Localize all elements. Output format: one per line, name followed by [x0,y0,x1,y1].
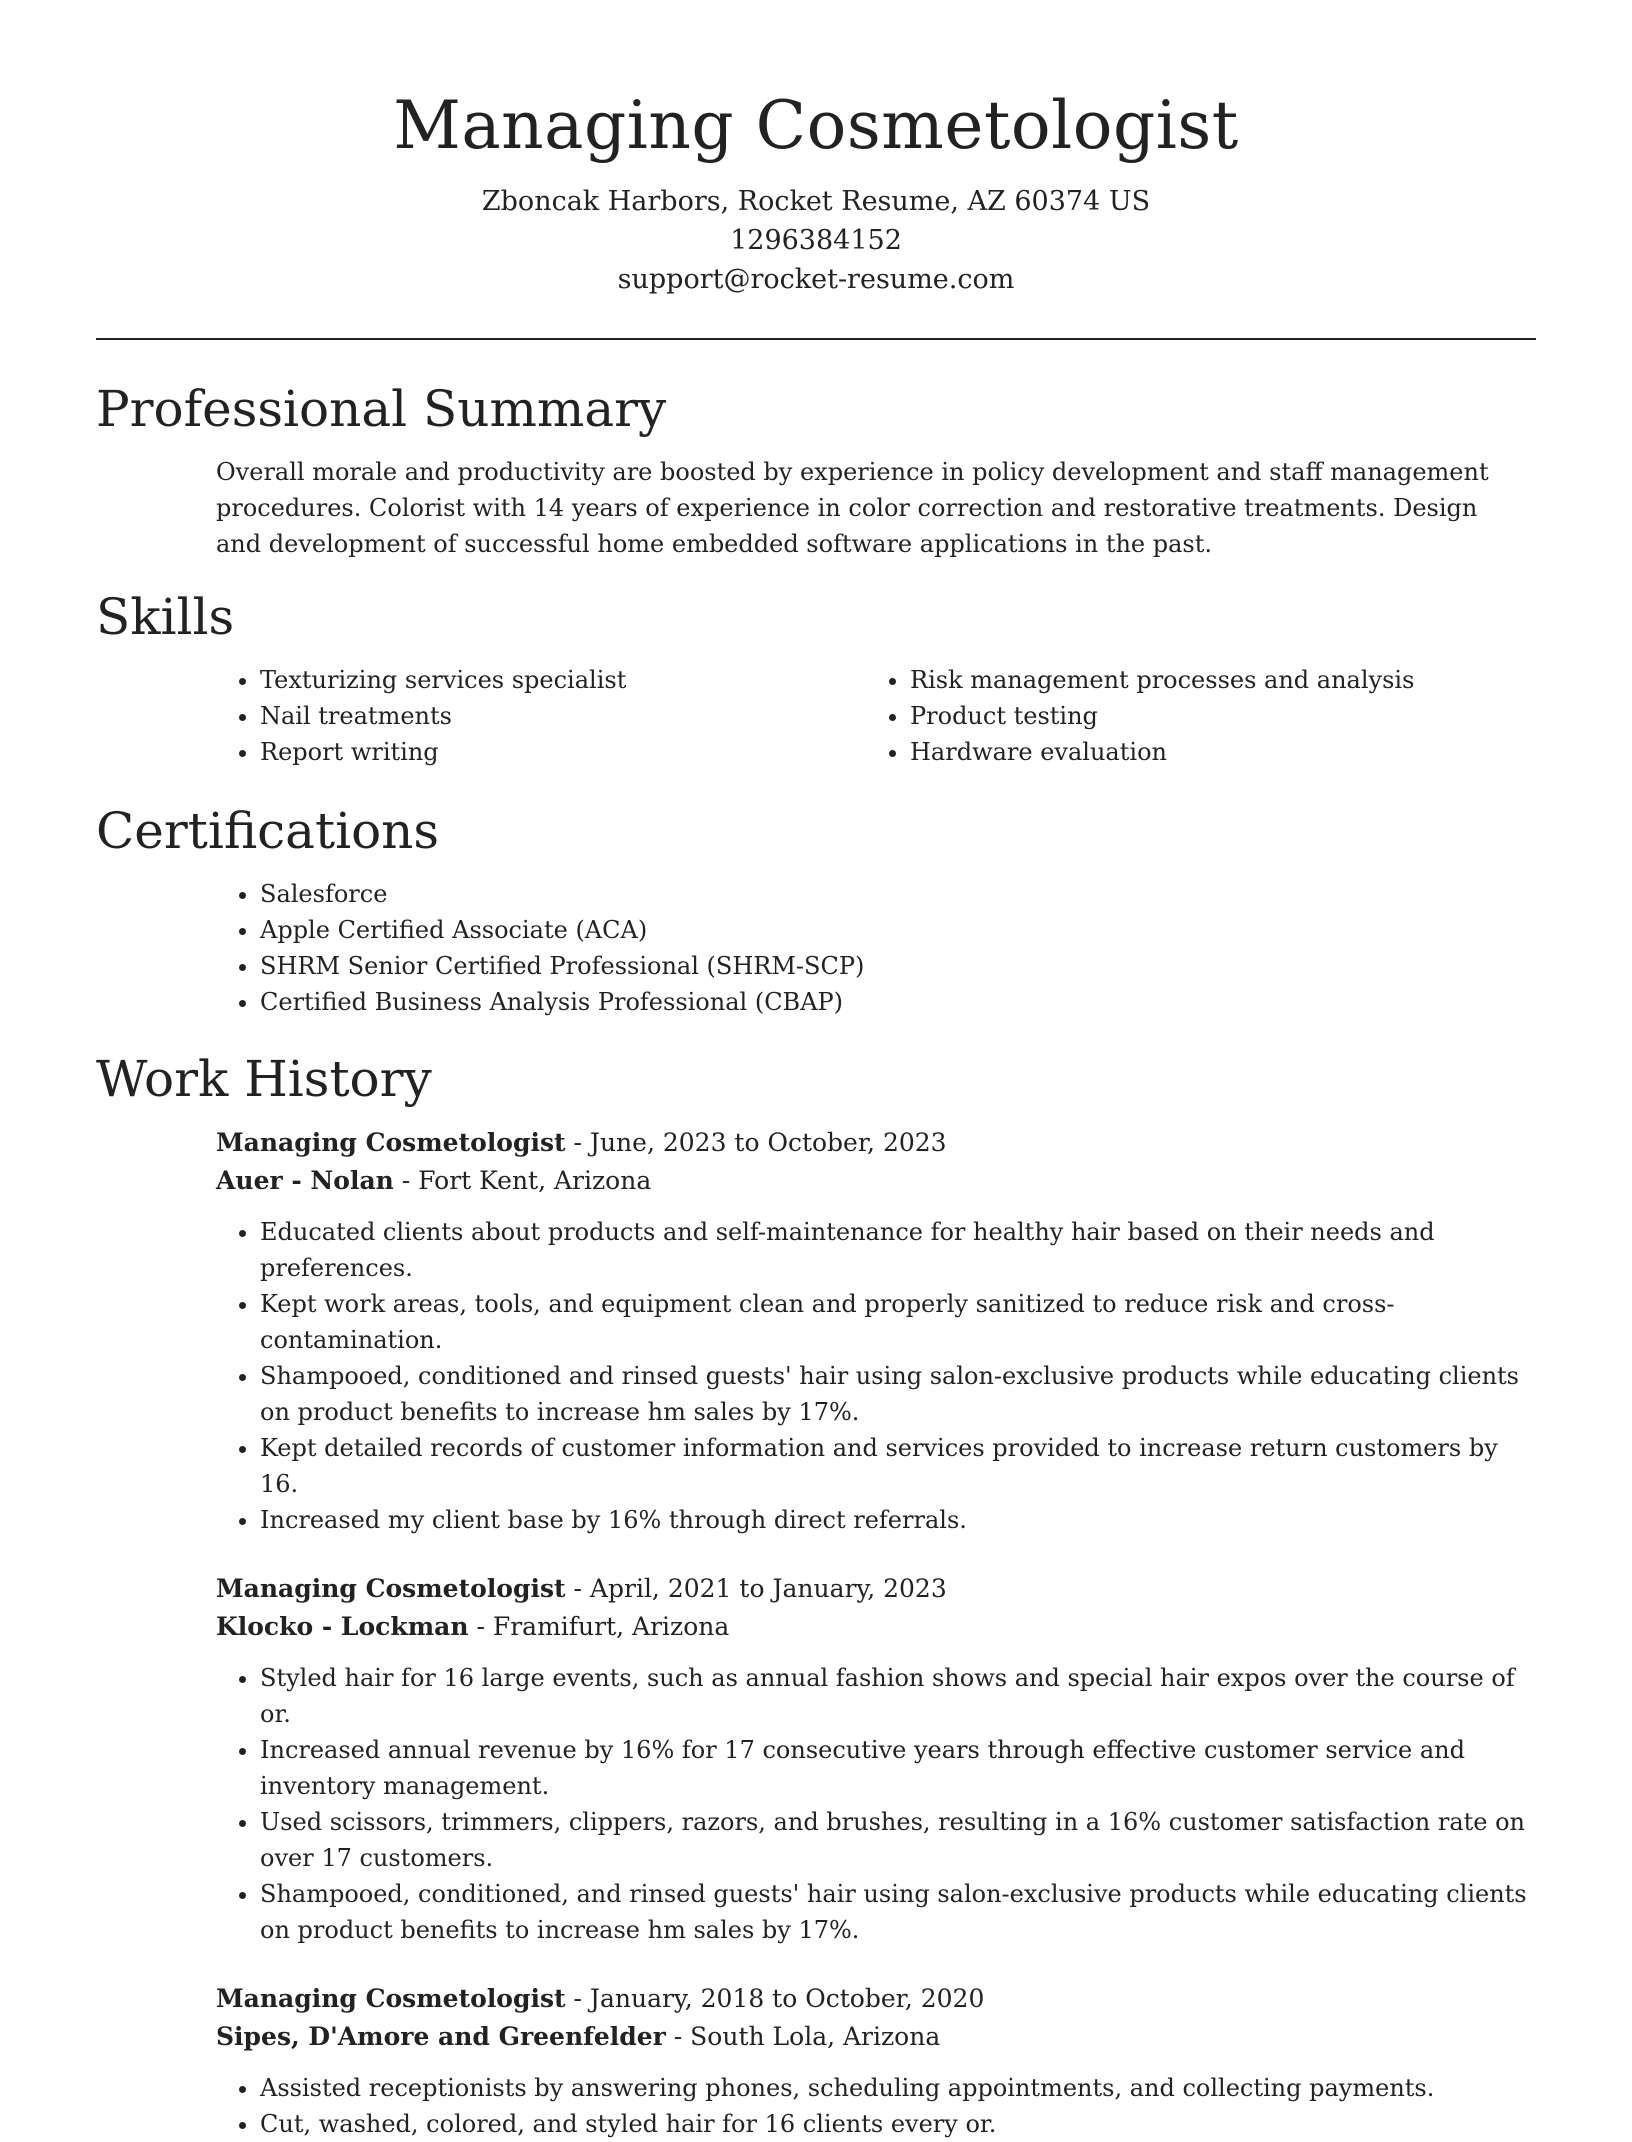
skills-list-left [216,662,866,770]
job-entry [216,1570,1536,1948]
skills-list-right [866,662,1516,770]
certifications-list-wrapper [216,876,1536,1020]
job-bullet: • Kept detailed records of customer information and services provided to increase return customers by 16. [260,1430,1536,1502]
job-bullet: • Assisted receptionists by answering phones, scheduling appointments, and collecting payments. [260,2070,1536,2106]
job-dates: - June, 2023 to October, 2023 [565,1128,947,1157]
job-bullet: • Kept work areas, tools, and equipment clean and properly sanitized to reduce risk and cross-contamination. [260,1286,1536,1358]
job-location: - Fort Kent, Arizona [393,1166,652,1195]
job-title-line [216,1980,1536,2018]
certification-item: • SHRM Senior Certified Professional (SHRM-SCP) [260,948,1536,984]
header-divider [96,338,1536,340]
certification-item: • Certified Business Analysis Professional (CBAP) [260,984,1536,1020]
certification-item: • Apple Certified Associate (ACA) [260,912,1536,948]
job-title-line [216,1570,1536,1608]
job-bullet: • Shampooed, conditioned and rinsed guests' hair using salon-exclusive products while educating clients on product benefits to increase hm sales by 17%. [260,1358,1536,1430]
contact-email: support@rocket-resume.com [617,264,1015,295]
job-company: Klocko - Lockman [216,1612,469,1641]
job-bullets [216,1660,1536,1948]
skill-item: • Report writing [260,734,866,770]
job-bullet: • Used scissors, trimmers, clippers, razors, and brushes, resulting in a 16% customer satisfaction rate on over 17 customers. [260,1804,1536,1876]
candidate-name: Managing Cosmetologist [393,87,1239,164]
job-bullet: • Educated clients about products and self-maintenance for healthy hair based on their needs and preferences. [260,1214,1536,1286]
job-entry [216,1124,1536,1538]
skills-grid [216,662,1536,770]
job-role: Managing Cosmetologist [216,1984,566,2013]
job-title-line [216,1124,1536,1162]
skill-item: • Risk management processes and analysis [910,662,1516,698]
summary-heading: Professional Summary [96,380,667,438]
skill-item: • Nail treatments [260,698,866,734]
job-company: Sipes, D'Amore and Greenfelder [216,2022,666,2051]
job-role: Managing Cosmetologist [216,1574,566,1603]
summary-section [96,378,1536,562]
contact-info [0,182,1632,299]
job-dates: - January, 2018 to October, 2020 [565,1984,985,2013]
job-bullet: • Styled hair for 16 large events, such as annual fashion shows and special hair expos over the course of or. [260,1660,1536,1732]
job-company-line [216,1608,1536,1646]
job-bullet: • Increased my client base by 16% through direct referrals. [260,1502,1536,1538]
skill-item: • Texturizing services specialist [260,662,866,698]
job-company-line [216,1162,1536,1200]
job-bullet: • Cut, washed, colored, and styled hair for 16 clients every or. [260,2106,1536,2142]
skills-column-right [866,662,1516,770]
job-company-line [216,2018,1536,2056]
skill-item: • Hardware evaluation [910,734,1516,770]
summary-text: Overall morale and productivity are boosted by experience in policy development and staff management procedures. Colorist with 14 years of experience in color correction and restorative treatments. Design and development of successful home embedded software applications in the past. [216,458,1489,558]
job-dates: - April, 2021 to January, 2023 [565,1574,947,1603]
certifications-section [96,800,1536,1020]
job-role: Managing Cosmetologist [216,1128,566,1157]
work-history-section [96,1048,1536,2142]
job-location: - Framifurt, Arizona [468,1612,730,1641]
job-entry [216,1980,1536,2142]
skills-section [96,586,1536,770]
skill-item: • Product testing [910,698,1516,734]
job-bullets [216,1214,1536,1538]
contact-phone: 1296384152 [730,225,902,256]
certification-item: • Salesforce [260,876,1536,912]
certifications-list [216,876,1536,1020]
job-company: Auer - Nolan [216,1166,394,1195]
job-location: - South Lola, Arizona [665,2022,941,2051]
contact-address: Zboncak Harbors, Rocket Resume, AZ 60374 US [481,186,1151,217]
skills-heading: Skills [96,588,235,646]
job-bullet: • Shampooed, conditioned, and rinsed guests' hair using salon-exclusive products while educating clients on product benefits to increase hm sales by 17%. [260,1876,1536,1948]
work-history-heading: Work History [96,1050,432,1108]
job-bullet: • Increased annual revenue by 16% for 17 consecutive years through effective customer service and inventory management. [260,1732,1536,1804]
certifications-heading: Certifications [96,802,440,860]
resume-header [0,0,1632,299]
job-bullets [216,2070,1536,2142]
skills-column-left [216,662,866,770]
